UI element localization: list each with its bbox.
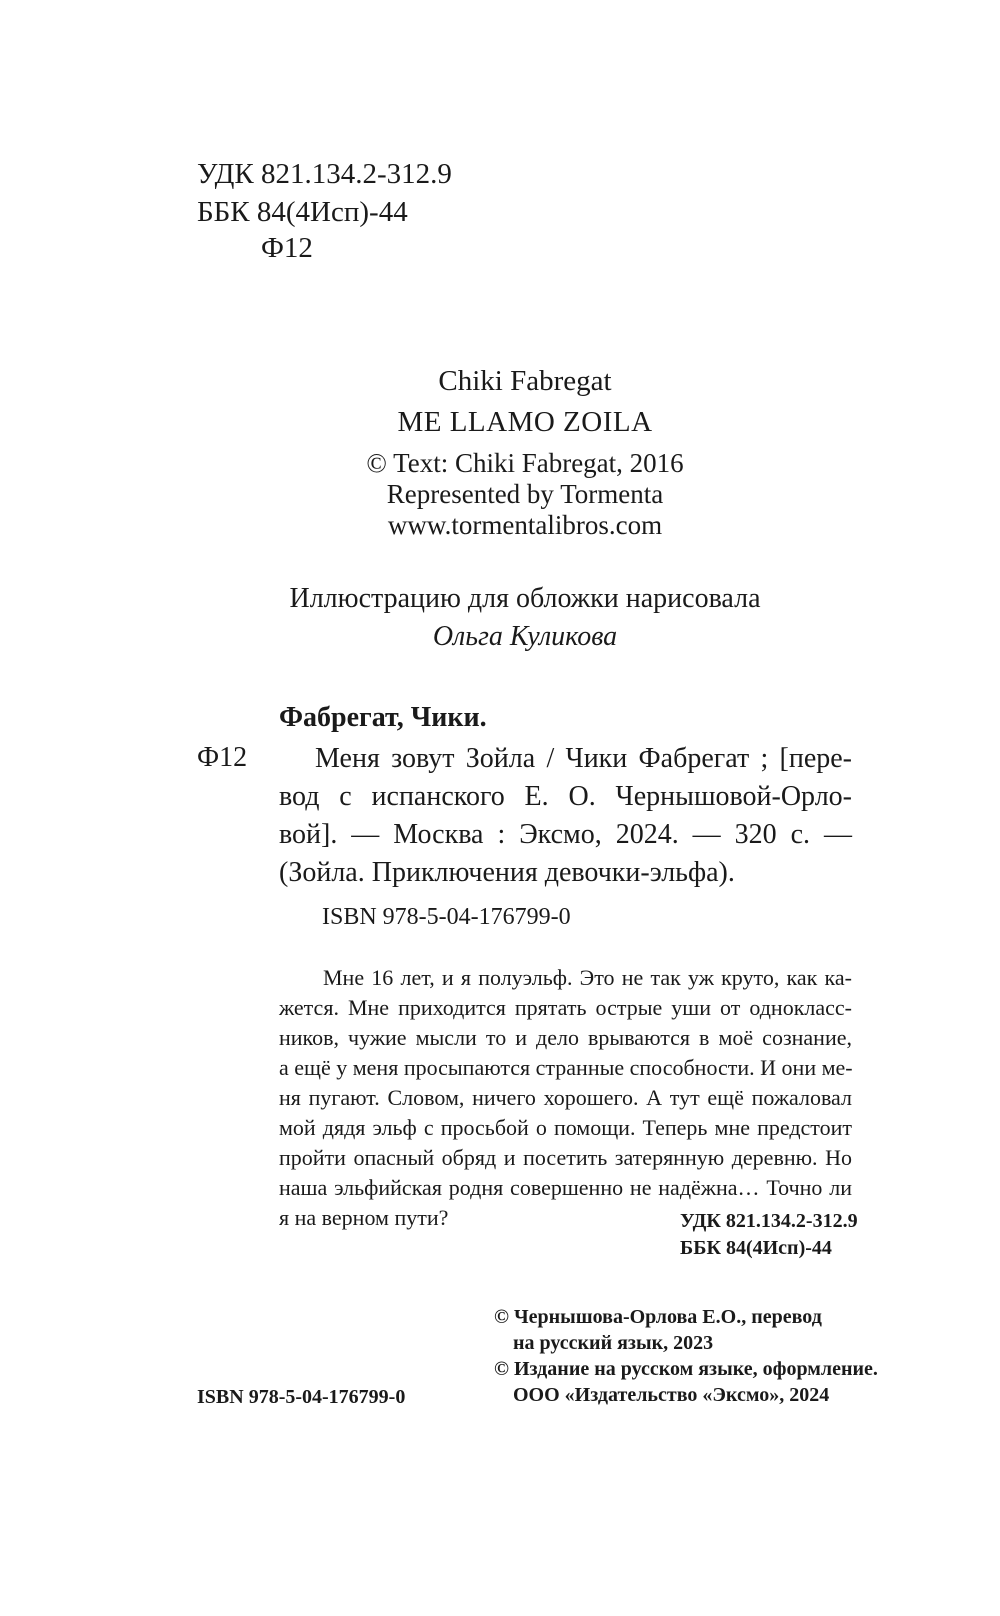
imprint-isbn: ISBN 978-5-04-176799-0 <box>197 1386 406 1408</box>
imprint-line: © Издание на русском языке, оформление. <box>494 1358 878 1380</box>
footer-bbk-code: ББК 84(4Исп)-44 <box>680 1237 832 1259</box>
annotation-line: наша эльфийская родня совершенно не надёжна… Точно ли <box>279 1175 852 1200</box>
annotation-line: Мне 16 лет, и я полуэльф. Это не так уж круто, как ка- <box>323 965 852 990</box>
imprint-line: ООО «Издательство «Эксмо», 2024 <box>513 1384 830 1406</box>
illustration-artist: Ольга Куликова <box>432 621 618 652</box>
copyright-line: Represented by Tormenta <box>386 479 664 509</box>
catalog-side-code: Ф12 <box>197 742 248 773</box>
original-copyright <box>0 448 1000 541</box>
description-line: вой]. — Москва : Эксмо, 2024. — 320 с. — <box>279 819 852 850</box>
annotation-line: ников, чужие мысли то и дело врываются в моё сознание, <box>279 1025 852 1050</box>
annotation-line: пройти опасный обряд и посетить затерянную деревню. Но <box>279 1145 852 1170</box>
catalog-author-heading: Фабрегат, Чики. <box>279 702 487 733</box>
illustration-label: Иллюстрацию для обложки нарисовала <box>289 583 761 614</box>
description-line: вод с испанского Е. О. Чернышовой-Орло- <box>279 781 852 812</box>
annotation-line: а ещё у меня просыпаются странные способности. И они ме- <box>279 1055 853 1080</box>
annotation-line: жется. Мне приходится прятать острые уши от однокласс- <box>279 995 852 1020</box>
description-line: Меня зовут Зойла / Чики Фабрегат ; [пере- <box>315 743 852 774</box>
description-line: (Зойла. Приключения девочки-эльфа). <box>279 857 735 888</box>
illustration-credit <box>0 580 1000 656</box>
annotation-line: ня пугают. Словом, ничего хорошего. А тут ещё пожаловал <box>279 1085 852 1110</box>
imprint-line: © Чернышова-Орлова Е.О., перевод <box>494 1306 822 1328</box>
udk-code: УДК 821.134.2-312.9 <box>197 158 452 190</box>
footer-udk-code: УДК 821.134.2-312.9 <box>680 1210 858 1232</box>
imprint-copyright <box>494 1304 878 1408</box>
catalog-description <box>279 740 852 892</box>
bbk-code: ББК 84(4Исп)-44 <box>197 196 408 228</box>
imprint-line: на русский язык, 2023 <box>513 1332 714 1354</box>
annotation-line: я на верном пути? <box>279 1205 449 1230</box>
annotation <box>279 963 852 1233</box>
author-sign: Ф12 <box>261 232 313 264</box>
original-author: Chiki Fabregat <box>438 365 612 397</box>
copyright-line: www.tormentalibros.com <box>387 510 663 540</box>
annotation-line: мой дядя эльф с просьбой о помощи. Теперь мне предстоит <box>279 1115 852 1140</box>
copyright-line: © Text: Chiki Fabregat, 2016 <box>366 448 684 478</box>
catalog-isbn: ISBN 978-5-04-176799-0 <box>322 904 571 930</box>
original-title: ME LLAMO ZOILA <box>397 406 653 438</box>
